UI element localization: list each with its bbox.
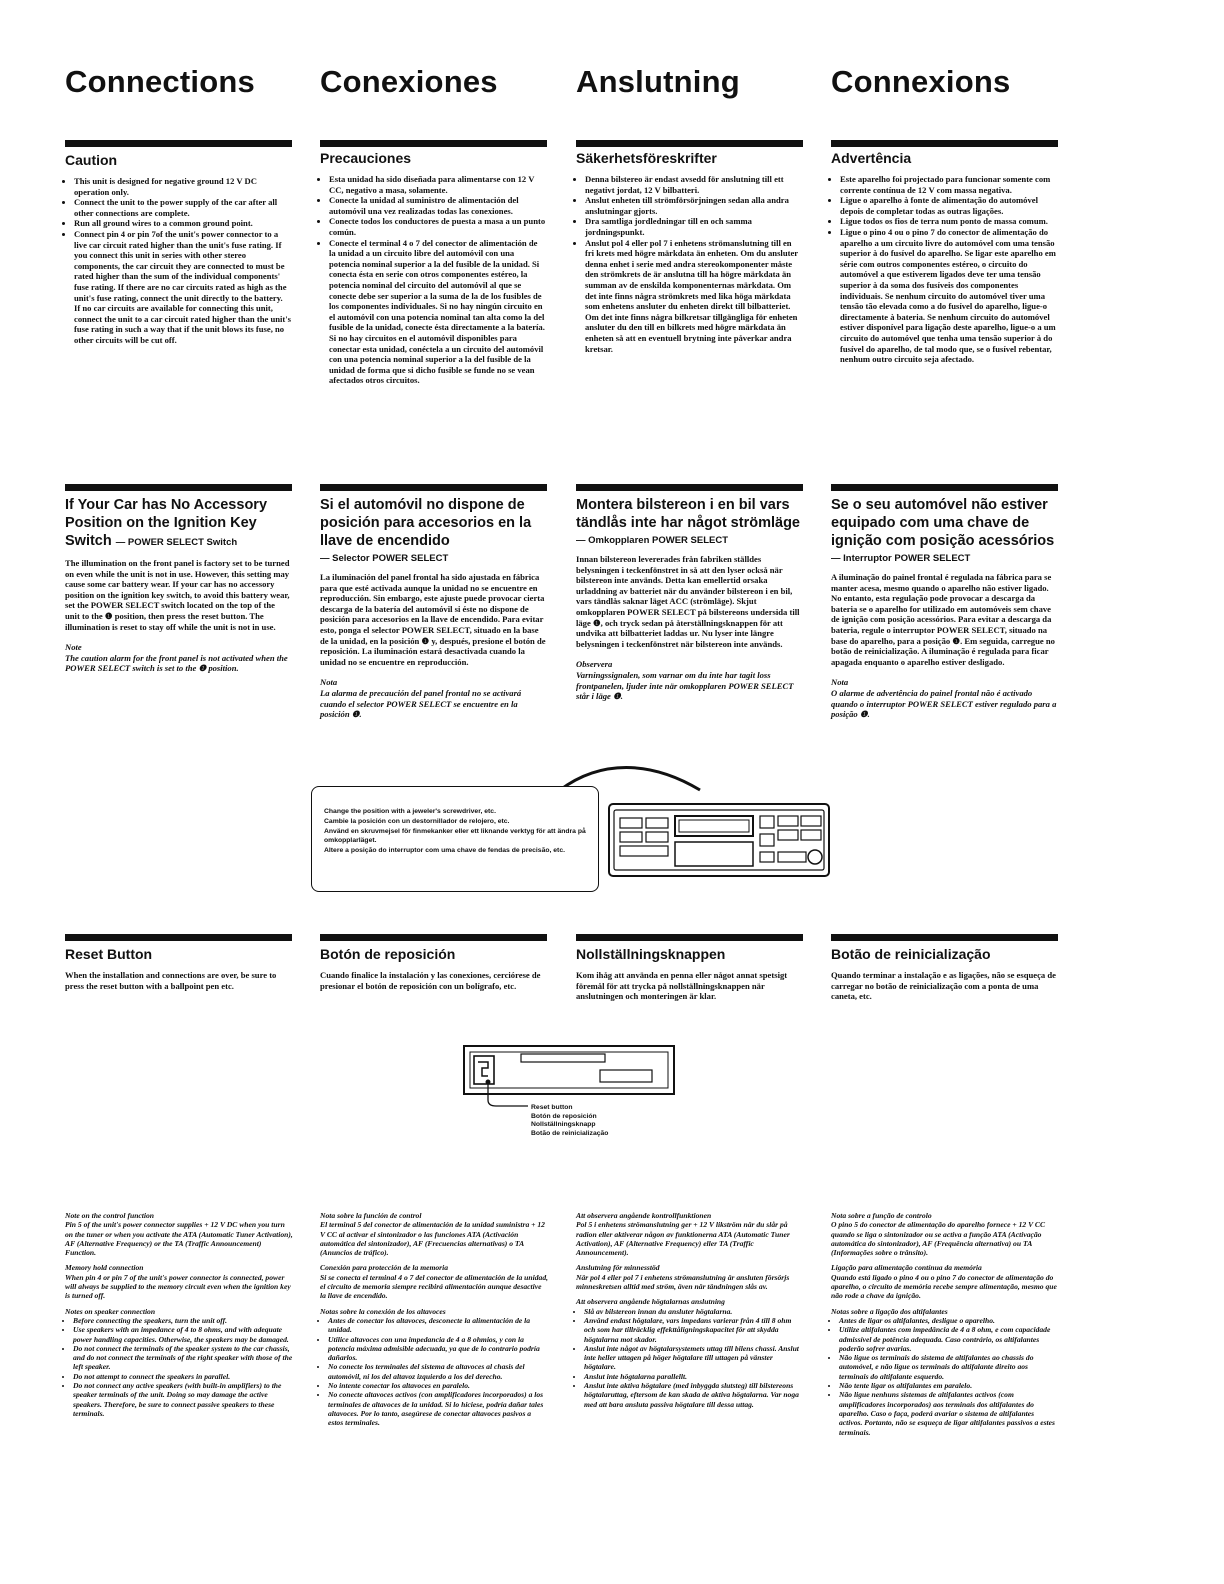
note-text: The caution alarm for the front panel is not activated when the POWER SELECT switch is set to the ❶ position.: [65, 652, 288, 674]
footnote-text: O pino 5 do conector de alimentação do aparelho fornece + 12 V CC quando se liga o sintonizador ou se activa a função ATA (Activação automática do sintonizador), AF (Frequência alternativa) ou TA (Informações sobre o trânsito).: [831, 1220, 1046, 1258]
footnote-item: • No conecte los terminales del sistema de altavoces al chasis del automóvil, ni los del altavoz izquierdo a los del derecho.: [328, 1362, 548, 1381]
footnote-item: • Utilize altifalantes com impedância de 4 a 8 ohm, e com capacidade admissível de potência adequada. Caso contrário, os altifalantes poderão sofrer avarias.: [839, 1325, 1059, 1353]
accessory-heading: Montera bilstereon i en bil vars tändlås inte har något strömläge — Omkopplaren POWER SELECT: [576, 496, 803, 550]
reset-heading: Botón de reposición: [320, 946, 456, 962]
accessory-heading: Si el automóvil no dispone de posición para accesorios en la llave de encendido — Selector POWER SELECT: [320, 496, 547, 568]
footnote-item: • Use speakers with an impedance of 4 to 8 ohms, and with adequate power handling capacities. Otherwise, the speakers may be damaged.: [73, 1325, 293, 1344]
footnote-heading: Notes on speaker connection: [65, 1306, 156, 1316]
caution-heading: Säkerhetsföreskrifter: [576, 150, 717, 166]
footnote-item: • Não tente ligar os altifalantes em paralelo.: [839, 1381, 1059, 1390]
caution-heading: Caution: [65, 152, 118, 168]
footnote-item: • Slå av bilstereon innan du ansluter högtalarna.: [584, 1307, 804, 1316]
reset-button-labels: [531, 1104, 608, 1138]
section-rule: [831, 934, 1058, 941]
footnote-item: • Utilice altavoces con una impedancia de 4 a 8 ohmios, y con la potencia máxima admisible adecuada, ya que de lo contrario podría dañarlos.: [328, 1335, 548, 1363]
footnote-heading: Att observera angående högtalarnas anslutning: [576, 1297, 725, 1307]
accessory-text: La iluminación del panel frontal ha sido ajustada en fábrica para que esté activada aunque la unidad no se encuentre en reproducción. Sin embargo, este ajuste puede provocar cierta descarga de la batería del automóvil si éste no dispone de posición para accesorios en la llave de encendido. Para evitar esto, ponga el selector POWER SELECT, situado en la base de la unidad, en la posición ❶ y, después, presione el botón de reposición. La iluminación estará desactivada cuando la unidad no se encuentre en reproducción.: [320, 572, 546, 667]
footnote-item: • Anslut inte aktiva högtalare (med inbyggda slutsteg) till bilstereons högtalaruttag, eftersom de kan skada de aktiva högtalarna. Var noga med att bara ansluta passiva högtalare till dessa uttag.: [584, 1381, 804, 1409]
footnote-heading: Memory hold connection: [65, 1263, 144, 1273]
callout-line: Altere a posição do interruptor com uma chave de fendas de precisão, etc.: [324, 847, 565, 854]
caution-item: • Anslut enheten till strömförsörjningen sedan alla andra anslutningar gjorts.: [585, 195, 802, 216]
footnote-column: [65, 1211, 293, 1418]
caution-item: • Connect the unit to the power supply of the car after all other connections are complete.: [74, 197, 291, 218]
note-text: Varningssignalen, som varnar om du inte har tagit loss frontpanelen, ljuder inte när omkopplaren POWER SELECT står i läge ❶.: [576, 669, 794, 702]
footnote-item: • Använd endast högtalare, vars impedans varierar från 4 till 8 ohm och som har tillräcklig effekttåligningskapacitet för att skydda högtalarna mot skador.: [584, 1316, 804, 1344]
footnote-heading: Anslutning för minnesstöd: [576, 1263, 660, 1273]
caution-item: • Anslut pol 4 eller pol 7 i enhetens strömanslutning till en fri krets med högre märkdata än enheten. Om du ansluter denna enhet i serie med andra stereokomponenter måste den strömkrets de är anslutna till ha högre märkdata än summan av de enskilda komponenternas märkdata. Om det inte finns några strömkrets med lika höga märkdata som enhetens ansluter du enheten direkt till bilbatteriet. Om det inte finns några bilkretsar tillgängliga för enheten ansluter du den till en bilkrets med högre märkdata än enheten så att en eventuell brytning inte påverkar andra kretsar.: [585, 238, 802, 355]
accessory-text: The illumination on the front panel is factory set to be turned on even while the unit is not in use. However, this setting may cause some car battery wear. If your car has no accessory position on the ignition key switch, to avoid this battery wear, set the POWER SELECT switch located on the top of the unit to the ❶ position, then press the reset button. The illumination is reset to stay off while the unit is not in use.: [65, 558, 290, 632]
note-label: Observera: [576, 659, 613, 670]
position-change-callout: [311, 786, 599, 892]
footnote-heading: Ligação para alimentação contínua da memória: [831, 1263, 982, 1273]
footnote-item: • No conecte altavoces activos (con amplificadores incorporados) a los terminales de altavoces de la unidad. Si lo hiciese, podría dañar tales altavoces. Por lo tanto, asegúrese de conectar altavoces pasivos a estos terminales.: [328, 1390, 548, 1427]
footnote-item: • Before connecting the speakers, turn the unit off.: [73, 1316, 293, 1325]
footnote-text: When pin 4 or pin 7 of the unit's power connector is connected, power will always be supplied to the memory circuit even when the ignition key is turned off.: [65, 1272, 291, 1301]
note-label: Nota: [831, 677, 849, 688]
caution-item: • Ligue o aparelho à fonte de alimentação do automóvel depois de completar todas as outras ligações.: [840, 195, 1057, 216]
footnote-item: • Antes de conectar los altavoces, desconecte la alimentación de la unidad.: [328, 1316, 548, 1335]
caution-item: • Dra samtliga jordledningar till en och samma jordningspunkt.: [585, 216, 802, 237]
reset-body: Cuando finalice la instalación y las conexiones, cerciórese de presionar el botón de reposición con un bolígrafo, etc.: [320, 970, 541, 991]
caution-item: • Esta unidad ha sido diseñada para alimentarse con 12 V CC, negativo a masa, solamente.: [329, 174, 546, 195]
note-label: Note: [65, 642, 82, 653]
caution-item: • Run all ground wires to a common ground point.: [74, 218, 291, 229]
footnote-text: Quando está ligado o pino 4 ou o pino 7 do conector de alimentação do aparelho, o circuito de memória recebe sempre alimentação, mesmo que não rode a chave da ignição.: [831, 1272, 1057, 1301]
page-title-english: Connections: [65, 64, 255, 99]
callout-line: Cambie la posición con un destornillador de relojero, etc.: [324, 818, 510, 825]
page-title-swedish: Anslutning: [576, 64, 740, 99]
section-rule: [576, 934, 803, 941]
footnote-item: • Não ligue os terminais do sistema de altifalantes ao chassis do automóvel, e não ligue os terminais do altifalante direito aos terminais do altifalante esquerdo.: [839, 1353, 1059, 1381]
reset-body: When the installation and connections are over, be sure to press the reset button with a ballpoint pen etc.: [65, 970, 277, 991]
reset-label: Nollställningsknapp: [531, 1121, 596, 1128]
reset-heading: Nollställningsknappen: [576, 946, 726, 962]
unit-top-view-diagram: [464, 1046, 674, 1106]
footnote-item: • Antes de ligar os altifalantes, desligue o aparelho.: [839, 1316, 1059, 1325]
caution-item: • Conecte todos los conductores de puesta a masa a un punto común.: [329, 216, 546, 237]
car-stereo-front-panel: [609, 804, 829, 876]
footnote-text: El terminal 5 del conector de alimentación de la unidad suministra + 12 V CC al activar el sintonizador o las funciones ATA (Activación automática del sintonizador), AF (Frecuencias alternativas) o TA (Anuncios de tráfico).: [320, 1220, 545, 1258]
footnote-item: • Do not connect the terminals of the speaker system to the car chassis, and do not connect the terminals of the right speaker with those of the left speaker.: [73, 1344, 293, 1372]
footnote-item: • Anslut inte något av högtalarsystemets uttag till bilens chassi. Anslut inte heller uttagen på höger högtalare till uttagen på vänster högtalare.: [584, 1344, 804, 1372]
reset-label: Botão de reinicialização: [531, 1129, 609, 1137]
accessory-text: Innan bilstereon levererades från fabriken ställdes belysningen i teckenfönstret in så att den lyser också när bilstereon inte används. Detta kan emellertid orsaka urladdning av batteriet när du använder bilstereon i en bil, vars tändlås saknar läget ACC (strömläge). Skjut omkopplaren POWER SELECT på bilstereons undersida till läge ❶, och tryck sedan på återställningsknappen för att undvika att bilbatteriet laddas ur. Nu lyser inte längre belysningen i teckenfönstret när bilstereon inte används.: [576, 554, 800, 649]
footnote-item: • Não ligue nenhuns sistemas de altifalantes activos (com amplificadores incorporados) aos terminais dos altifalantes do aparelho. Caso o faça, poderá avariar o sistema de altifalantes activos. Portanto, não se esqueça de ligar altifalantes passivos a estes terminais.: [839, 1390, 1059, 1436]
footnote-text: När pol 4 eller pol 7 i enhetens strömanslutning är ansluten försörjs minneskretsen alltid med ström, även när tändningen slås av.: [576, 1272, 790, 1292]
reset-body: Kom ihåg att använda en penna eller något annat spetsigt föremål för att trycka på nollställningsknappen när anslutningen och monteringen är klar.: [576, 970, 788, 1002]
caution-item: • Conecte el terminal 4 o 7 del conector de alimentación de la unidad a un circuito libre del automóvil con una potencia nominal superior a la del fusible de la unidad. Si conecta ésta en serie con otros componentes estéreo, la potencia nominal del circuito del automóvil al que se conecte debe ser superior a la suma de la de los fusibles de los componentes individuales. Si no hay ningún circuito en el automóvil con una potencia nominal tan alta como la del fusible de la unidad, conecte ésta directamente a la batería. Si no hay circuitos en el automóvil disponibles para conectar esta unidad, conéctela a un circuito del automóvil con una potencia nominal superior a la del fusible de la unidad de forma que si dicho fusible se funde no se vean afectados otros circuitos.: [329, 238, 546, 386]
accessory-subheading: — POWER SELECT Switch: [115, 537, 238, 548]
reset-body: Quando terminar a instalação e as ligações, não se esqueça de carregar no botão de reinicialização com a ponta de uma caneta, etc.: [831, 970, 1056, 1002]
callout-line: Change the position with a jeweler's screwdriver, etc.: [324, 808, 496, 815]
accessory-subheading: — Omkopplaren POWER SELECT: [576, 535, 729, 546]
reset-button-marker: [486, 1080, 491, 1085]
caution-item: • Denna bilstereo är endast avsedd för anslutning till ett negativt jordat, 12 V bilbatteri.: [585, 174, 802, 195]
reset-label: Botón de reposición: [531, 1112, 597, 1120]
caution-heading: Precauciones: [320, 150, 412, 166]
accessory-heading: If Your Car has No Accessory Position on the Ignition Key Switch — POWER SELECT Switch: [65, 497, 268, 549]
footnote-heading: Notas sobre la conexión de los altavoces: [320, 1306, 446, 1316]
caution-item: • Connect pin 4 or pin 7of the unit's power connector to a live car circuit rated higher than the unit's fuse rating. If you connect this unit in series with other stereo components, the car circuit they are connected to must be rated higher than the sum of the individual components' fuse rating. If there are no car circuits rated as high as the unit's fuse rating, connect the unit directly to the battery. If no car circuits are available for connecting this unit, connect the unit to a car circuit rated higher than the unit's fuse rating in such a way that if the unit blows its fuse, no other circuits will be cut off.: [74, 229, 291, 346]
accessory-text: A iluminação do painel frontal é regulada na fábrica para se manter acesa, mesmo quando o aparelho não estiver ligado. No entanto, esta regulação pode provocar a descarga da bateria se o aparelho for utilizado em automóveis sem chave de ignição com posição acessórios. Para evitar a descarga da bateria, regule o interruptor POWER SELECT, situado na base do aparelho, para a posição ❶. Em seguida, carregue no botão de reinicialização. A iluminação é regulada para ficar apagada enquanto o aparelho estiver desligado.: [831, 572, 1055, 667]
caution-item: • Este aparelho foi projectado para funcionar somente com corrente contínua de 12 V com massa negativa.: [840, 174, 1057, 195]
footnote-heading: Nota sobre a função de controlo: [831, 1211, 932, 1220]
footnote-heading: Conexión para protección de la memoria: [320, 1263, 449, 1273]
section-rule: [320, 934, 547, 941]
note-text: O alarme de advertência do painel frontal não é activado quando o interruptor POWER SELECT estiver regulado para a posição ❶.: [831, 687, 1057, 720]
footnote-heading: Note on the control function: [65, 1211, 155, 1220]
footnote-heading: Att observera angående kontrollfunktionen: [576, 1211, 712, 1220]
caution-heading: Advertência: [831, 150, 912, 166]
caution-item: • Ligue o pino 4 ou o pino 7 do conector de alimentação do aparelho a um circuito livre do automóvel com uma tensão superior à do fusível do aparelho. Se ligar este aparelho em série com outros componentes estéreo, o circuito do automóvel a que estiverem ligados deve ter uma tensão superior à da soma dos fusíveis dos componentes individuais. Se nenhum circuito do automóvel tiver uma tensão tão elevada como a do fusível do aparelho, ligue-o directamente à bateria. Se nenhum circuito do automóvel estiver disponível para ligação deste aparelho, ligue-o a um circuito do automóvel que tenha uma tensão superior à do fusível do aparelho, de tal modo que, se o fusível rebentar, nenhum outro circuito seja afectado.: [840, 227, 1057, 365]
footnote-item: • Do not attempt to connect the speakers in parallel.: [73, 1372, 293, 1381]
reset-heading: Botão de reinicialização: [831, 946, 991, 962]
caution-item: • Ligue todos os fios de terra num ponto de massa comum.: [840, 216, 1057, 227]
footnote-column: [831, 1211, 1059, 1437]
accessory-subheading: — Interruptor POWER SELECT: [831, 553, 971, 564]
page-title-portuguese: Connexions: [831, 64, 1011, 99]
callout-line: Använd en skruvmejsel för finmekanker eller ett liknande verktyg för att ändra på omkopplarläget.: [324, 828, 586, 844]
footnote-column: [576, 1211, 804, 1409]
reset-heading: Reset Button: [65, 946, 153, 962]
note-label: Nota: [320, 677, 338, 688]
accessory-subheading: — Selector POWER SELECT: [320, 553, 449, 564]
caution-item: • This unit is designed for negative ground 12 V DC operation only.: [74, 176, 291, 197]
note-text: La alarma de precaución del panel frontal no se activará cuando el selector POWER SELECT se encuentre en la posición ❶.: [320, 687, 522, 720]
footnote-text: Pin 5 of the unit's power connector supplies + 12 V DC when you turn on the tuner or when you activate the ATA (Automatic Tuner Activation), AF (Alternative Frequency) or the TA (Traffic Announcement) Function.: [65, 1220, 293, 1258]
footnote-text: Pol 5 i enhetens strömanslutning ger + 12 V likström när du slår på radion eller aktiverar någon av funktionerna ATA (Automatic Tuner Activation), AF (Alternative Frequency) eller TA (Traffic Announcement).: [576, 1220, 790, 1258]
section-rule: [65, 934, 292, 941]
footnote-column: [320, 1211, 548, 1428]
reset-label: Reset button: [531, 1104, 573, 1111]
accessory-heading: Se o seu automóvel não estiver equipado com uma chave de ignição com posição acessórios — Interruptor POWER SELECT: [831, 496, 1058, 568]
footnote-item: • Do not connect any active speakers (with built-in amplifiers) to the speaker terminals of the unit. Doing so may damage the active speakers. Therefore, be sure to connect passive speakers to these terminals.: [73, 1381, 293, 1418]
page-title-spanish: Conexiones: [320, 64, 498, 99]
footnote-heading: Notas sobre a ligação dos altifalantes: [831, 1306, 948, 1316]
footnote-text: Si se conecta el terminal 4 o 7 del conector de alimentación de la unidad, el circuito de memoria siempre recibirá alimentación aunque desactive la llave de encendido.: [320, 1272, 549, 1301]
caution-item: • Conecte la unidad al suministro de alimentación del automóvil una vez realizadas todas las conexiones.: [329, 195, 546, 216]
footnote-item: • No intente conectar los altavoces en paralelo.: [328, 1381, 548, 1390]
footnote-heading: Nota sobre la función de control: [320, 1211, 422, 1220]
footnote-item: • Anslut inte högtalarna parallellt.: [584, 1372, 804, 1381]
